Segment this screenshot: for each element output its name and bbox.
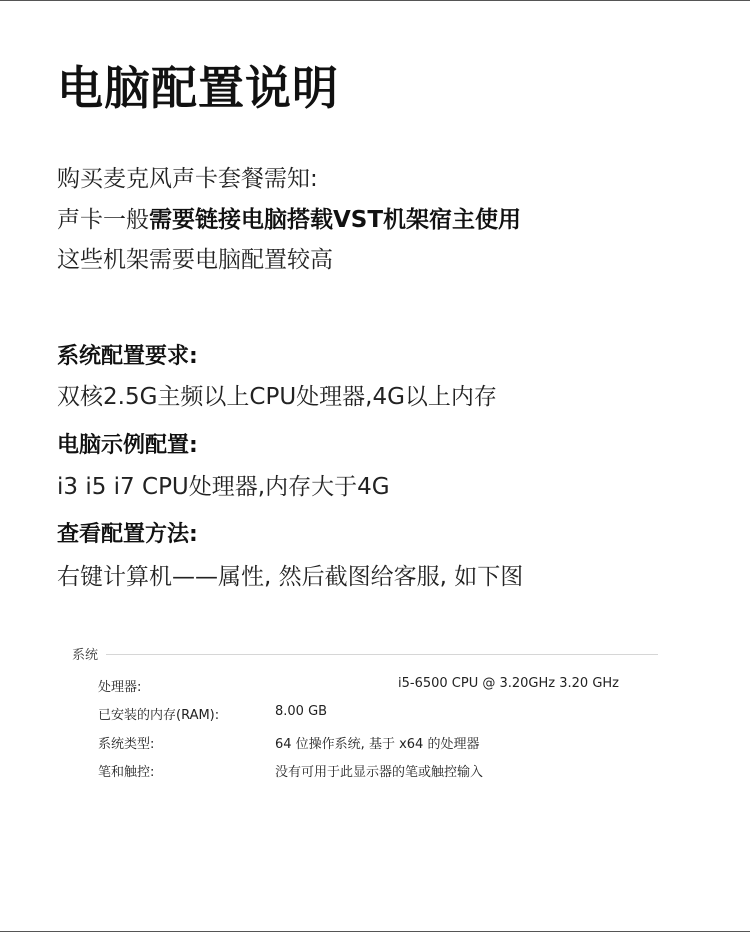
spec-value: 没有可用于此显示器的笔或触控输入 [275,765,484,780]
intro-line-2-bold: 需要链接电脑搭载VST机架宿主使用 [149,207,522,233]
intro-line-3: 这些机架需要电脑配置较高 [57,247,333,273]
system-requirements-heading: 系统配置要求: [57,344,198,369]
spec-value: i5-6500 CPU @ 3.20GHz 3.20 GHz [398,676,619,691]
system-properties-screenshot [70,640,660,790]
system-requirements-body: 双核2.5G主频以上CPU处理器,4G以上内存 [57,384,497,410]
intro-line-2-normal: 声卡一般 [57,207,149,233]
spec-label: 笔和触控: [98,765,155,780]
system-panel-header: 系统 [72,648,99,663]
spec-label: 已安装的内存(RAM): [98,708,220,723]
system-panel-divider [106,654,658,655]
example-config-heading: 电脑示例配置: [57,433,198,458]
intro-line-1: 购买麦克风声卡套餐需知: [57,166,318,192]
spec-label: 处理器: [98,680,142,695]
how-to-check-heading: 查看配置方法: [57,522,198,547]
bottom-divider [0,931,750,932]
spec-label: 系统类型: [98,737,155,752]
top-divider [0,0,750,1]
how-to-check-body: 右键计算机——属性, 然后截图给客服, 如下图 [57,564,524,590]
intro-line-2 [57,201,521,234]
page-title: 电脑配置说明 [57,61,339,115]
spec-value: 64 位操作系统, 基于 x64 的处理器 [275,737,480,752]
example-config-body: i3 i5 i7 CPU处理器,内存大于4G [57,474,390,500]
spec-value: 8.00 GB [275,704,328,719]
